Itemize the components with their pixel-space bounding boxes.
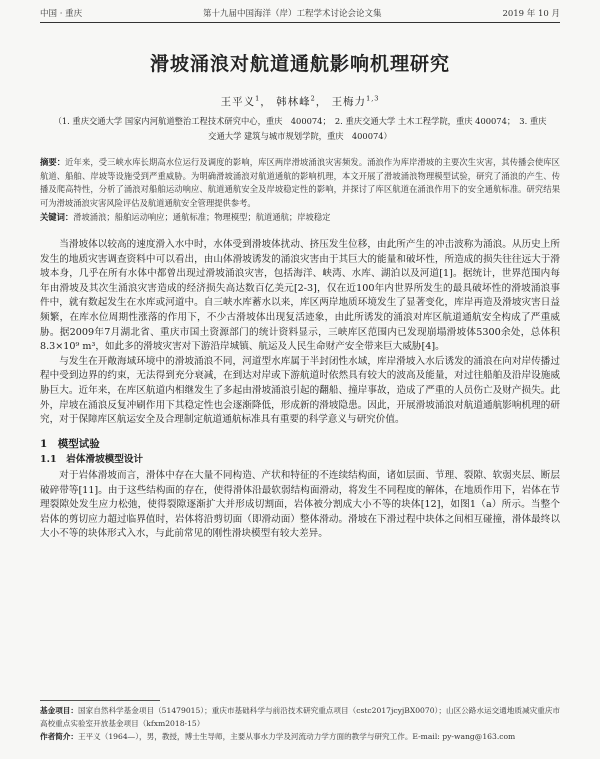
affiliations: （1. 重庆交通大学 国家内河航道整治工程技术研究中心，重庆 400074； 2. 重庆交通大学 土木工程学院，重庆 400074； 3. 重庆交通大学 建筑与城市规划学院，重庆 400074） [53,116,547,141]
header-rule [40,22,560,23]
funding-label: 基金项目： [40,706,79,715]
abstract-label: 摘要： [40,157,66,167]
funding-note [40,704,560,730]
author-name: 王梅力 [331,96,367,108]
footnote-rule [40,700,160,701]
section-heading: 1 模型试验 [40,437,100,450]
abstract-text: 近年来，受三峡水库长期高水位运行及调度的影响，库区两岸滑坡涌浪灾害频发。涌浪作为库岸滑坡的主要次生灾害，其传播会使库区航道、船舶、岸坡等设施受到严重威胁。为明确滑坡涌浪对航道通航的影响机理，本文开展了滑坡涌浪物理模型试验，研究了涌浪的产生、传播及爬高特性，分析了涌浪对船舶运动响应、航道通航安全及岸坡稳定性的影响，并探讨了库区航道在涌浪作用下的安全通航标准。研究结果可为滑坡涌浪灾害风险评估及航道通航安全管理提供参考。 [40,157,560,208]
author-list: 王平义$^1$， 韩林峰$^2$， 王梅力$^{1,3}$ [220,94,380,108]
keywords-text: 滑坡涌浪；船舶运动响应；通航标准；物理模型；航道通航；岸坡稳定 [73,212,331,222]
keywords [40,211,560,224]
author-bio-text: 王平义（1964—），男，教授，博士生导师，主要从事水力学及河流动力学方面的教学与研究工作。E-mail: py-wang@163.com [77,732,516,741]
subsection-heading: 1.1 岩体滑坡模型设计 [40,454,144,466]
funding-text: 国家自然科学基金项目（51479015）；重庆市基础科学与前沿技术研究重点项目（cstc2017jcyjBX0070）；山区公路水运交通地质减灾重庆市高校重点实验室开放基金项目（kfxm2018-15） [40,706,561,728]
header-date: 2019 年 10 月 [502,9,560,19]
keywords-label: 关键词： [40,212,74,222]
author-bio-label: 作者简介： [40,732,78,741]
header-proceedings-title: 第十九届中国海洋（岸）工程学术讨论会论文集 [203,9,382,19]
author-affiliation-mark: 2 [310,94,316,103]
author-affiliation-mark: 1 [255,94,261,103]
footnotes [40,704,560,743]
abstract [40,156,560,210]
body-paragraph: 当滑坡体以较高的速度滑入水中时，水体受到滑坡体扰动、挤压发生位移，由此所产生的冲击波称为涌浪。从历史上所发生的地质灾害调查资料中可以看出，由山体滑坡诱发的涌浪灾害由于其巨大的能量和破坏性，所造成的损失往往远大于滑坡本身，几乎在所有水体中都曾出现过滑坡涌浪灾害，包括海洋、峡湾、水库、湖泊以及河道[1]。据统计，世界范围内每年由滑坡及其次生涌浪灾害造成的经济损失高达数百亿美元[2-3]，仅在近100年内世界所发生的最具破坏性的滑坡涌浪事件中，就有数起发生在水库或河道中。自三峡水库蓄水以来，库区两岸地质环境发生了显著变化，库岸再造及滑坡灾害日益频繁，在库水位周期性涨落的作用下，不少古滑坡体出现复活迹象，由此所诱发的涌浪对库区航道通航安全构成了严重威胁。据2009年7月湖北省、重庆市国土资源部门的统计资料显示，三峡库区范围内已发现崩塌滑坡体5300余处，总体积8.3×10⁹ m³，如此多的滑坡灾害对下游沿岸城镇、航运及人民生命财产安全带来巨大威胁[4]。 [40,239,560,353]
author-name: 王平义 [220,96,256,108]
running-header [40,6,560,20]
author-affiliation-mark: 1,3 [366,94,380,103]
body-paragraph: 与发生在开敞海域环境中的滑坡涌浪不同，河道型水库属于半封闭性水域，库岸滑坡入水后诱发的涌浪在向对岸传播过程中受到边界的约束，无法得到充分衰减，在到达对岸或下游航道时依然具有较大的波高及能量，对过往船舶及沿岸设施威胁巨大。近年来，在库区航道内相继发生了多起由滑坡涌浪引起的翻船、撞岸事故，造成了严重的人员伤亡及财产损失。此外，岸坡在涌浪反复冲刷作用下其稳定性也会逐渐降低，形成新的滑坡隐患。因此，开展滑坡涌浪对航道通航影响机理的研究，对于保障库区航运安全及合理制定航道通航标准具有重要的科学意义与研究价值。 [40,355,560,426]
paper-title: 滑坡涌浪对航道通航影响机理研究 [149,53,450,75]
author-bio-note [40,730,560,743]
author-name: 韩林峰 [276,96,311,108]
body-paragraph: 对于岩体滑坡而言，滑体中存在大量不同构造、产状和特征的不连续结构面，诸如层面、节理、裂隙、软弱夹层、断层破碎带等[11]。由于这些结构面的存在，使得滑体沿最软弱结构面滑动，将发生不同程度的解体，在地质作用下，岩体在节理裂隙处发生应力松弛，使得裂隙逐渐扩大并形成切割面，岩体被分割成大小不等的块体[12]，如图1（a）所示。当整个岩体的剪切应力超过临界值时，岩体将沿剪切面（即滑动面）整体滑动。滑坡在下滑过程中块体之间相互碰撞，滑体最终以大小不等的块体形式入水，与此前常见的刚性滑块模型有较大差异。 [40,469,560,540]
body-text [40,238,560,542]
header-location: 中国 · 重庆 [40,9,83,19]
